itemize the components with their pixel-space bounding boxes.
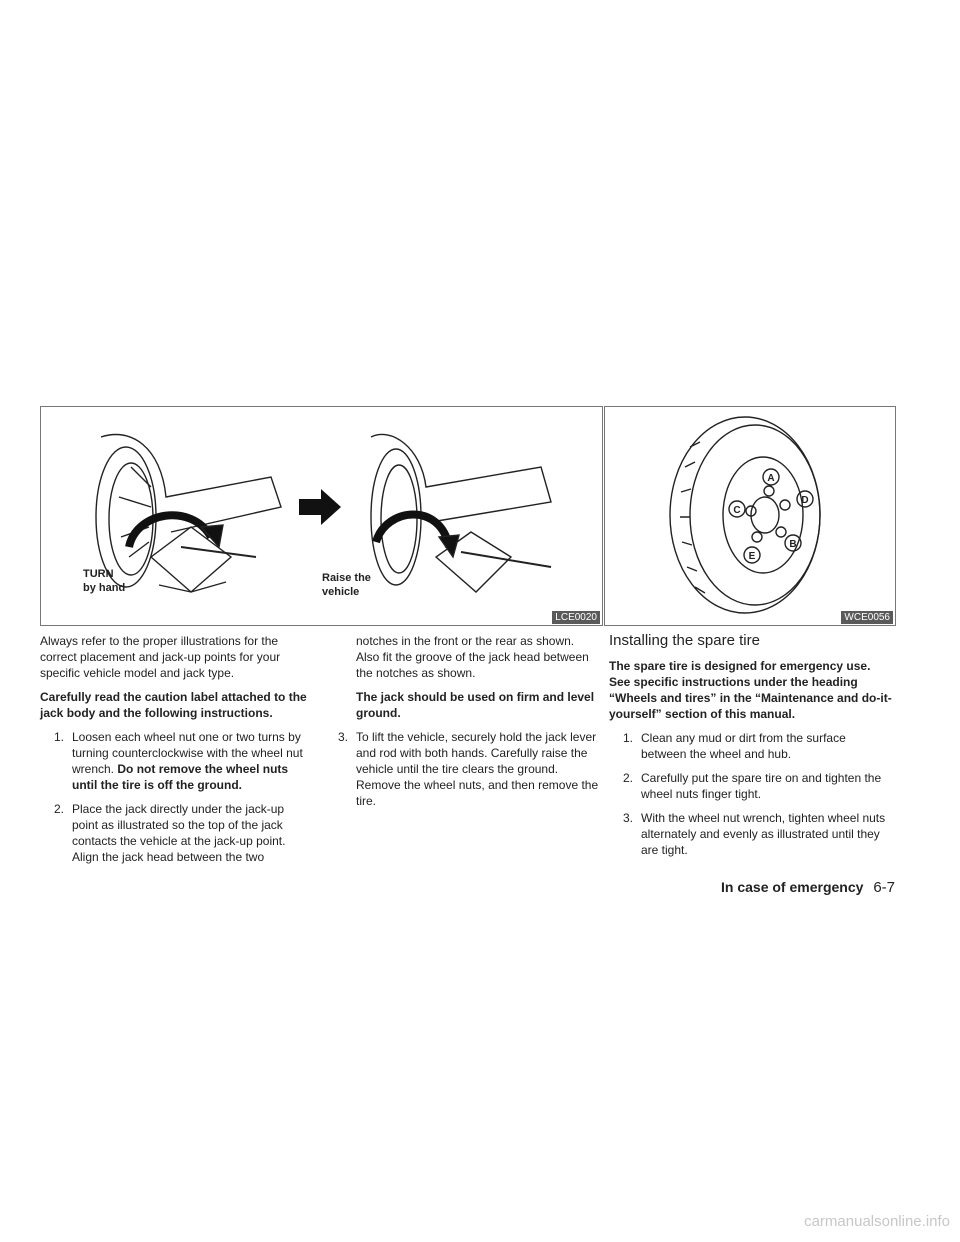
step-2-number: 2. — [54, 802, 65, 816]
step-3-number: 3. — [338, 730, 349, 744]
step-3-text: To lift the vehicle, securely hold the jack lever and rod with both hands. Carefully raise the vehicle until the tire clears the ground. Remove the wheel nuts, and then remove the tire. — [356, 730, 599, 808]
label-raise-line2: vehicle — [322, 586, 360, 598]
step-2-continued: notches in the front or the rear as shown. Also fit the groove of the jack head between the notches as shown. — [356, 634, 589, 680]
watermark: carmanualsonline.info — [804, 1213, 950, 1230]
column-2 — [324, 633, 600, 817]
page-number: 6-7 — [873, 879, 895, 896]
install-step-2-number: 2. — [623, 771, 634, 785]
step-1-warning: Do not remove the wheel nuts until the tire is off the ground. — [72, 762, 289, 792]
label-turn-line2: by hand — [83, 582, 126, 594]
figure-label-turn — [83, 567, 125, 595]
intro-paragraph: Always refer to the proper illustrations for the correct placement and jack-up points for your specific vehicle model and jack type. — [40, 634, 281, 680]
step-3 — [324, 729, 600, 809]
figure-code: WCE0056 — [841, 611, 893, 624]
right-arrow-icon — [299, 489, 341, 525]
caution-paragraph: Carefully read the caution label attached to the jack body and the following instructions. — [40, 690, 307, 720]
spare-intro: The spare tire is designed for emergency use. See specific instructions under the heading “Wheels and tires” in the “Maintenance and do-it-yourself” section of this manual. — [609, 659, 892, 721]
install-step-1-number: 1. — [623, 731, 634, 745]
install-step-3 — [623, 810, 894, 858]
nut-label-a: A — [767, 473, 775, 484]
nut-label-d: D — [801, 495, 809, 506]
install-step-3-text: With the wheel nut wrench, tighten wheel nuts alternately and evenly as illustrated until they are tight. — [641, 811, 886, 857]
nut-label-b: B — [789, 539, 797, 550]
nut-label-e: E — [748, 551, 756, 562]
column-1 — [40, 633, 308, 873]
step-1-text: Loosen each wheel nut one or two turns by turning counterclockwise with the wheel nut wrench. — [72, 730, 303, 776]
section-heading: Installing the spare tire — [609, 632, 760, 649]
figure-code: LCE0020 — [552, 611, 600, 624]
page-footer — [721, 879, 895, 896]
section-name: In case of emergency — [721, 879, 864, 895]
column-3 — [609, 632, 894, 866]
figure-label-raise — [322, 571, 371, 599]
step-2-text: Place the jack directly under the jack-up point as illustrated so the top of the jack contacts the vehicle at the jack-up point. Align the jack head between the two — [72, 802, 286, 864]
step-1-number: 1. — [54, 730, 65, 744]
step-1 — [54, 729, 308, 793]
label-turn-line1: TURN — [83, 568, 114, 580]
ground-note: The jack should be used on firm and level ground. — [356, 690, 595, 720]
install-step-2-text: Carefully put the spare tire on and tighten the wheel nuts finger tight. — [641, 771, 882, 801]
install-step-2 — [623, 770, 894, 802]
jack-figure — [40, 406, 603, 626]
tire-illustration — [605, 407, 895, 625]
install-step-3-number: 3. — [623, 811, 634, 825]
step-2 — [54, 801, 308, 865]
label-raise-line1: Raise the — [322, 572, 371, 584]
install-step-1-text: Clean any mud or dirt from the surface between the wheel and hub. — [641, 731, 846, 761]
nut-label-c: C — [733, 505, 741, 516]
spare-tire-figure — [604, 406, 896, 626]
install-step-1 — [623, 730, 894, 762]
